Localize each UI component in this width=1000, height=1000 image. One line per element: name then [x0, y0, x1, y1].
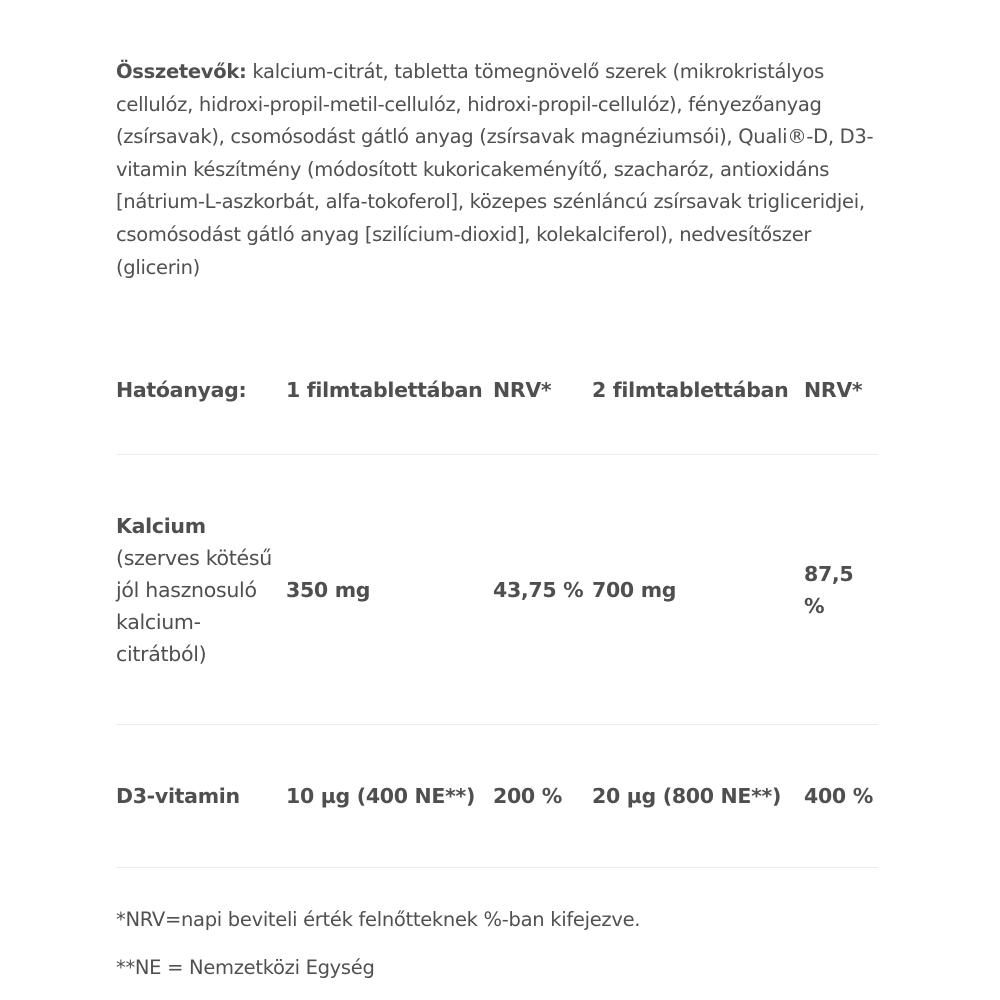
ingredients-paragraph: [116, 56, 886, 284]
header-one-tablet: 1 filmtablettában: [286, 334, 493, 455]
nrv-one-tablet: 200 %: [493, 725, 592, 868]
nutrient-cell: [116, 725, 286, 868]
table-header-row: [116, 334, 878, 455]
nutrient-cell: [116, 455, 286, 725]
header-nrv-one: NRV*: [493, 334, 592, 455]
table-row: [116, 725, 878, 868]
dose-one-tablet: 350 mg: [286, 455, 493, 725]
nutrition-table: [116, 334, 878, 868]
nrv-two-tablets: 87,5 %: [804, 455, 878, 725]
dose-two-tablets: 700 mg: [592, 455, 804, 725]
product-info: [116, 56, 886, 992]
header-nrv-two: NRV*: [804, 334, 878, 455]
footnote-ne: **NE = Nemzetközi Egység: [116, 956, 375, 980]
header-two-tablets: 2 filmtablettában: [592, 334, 804, 455]
footnotes: [116, 896, 886, 992]
ingredients-label: Összetevők:: [116, 60, 247, 83]
dose-one-tablet: 10 µg (400 NE**): [286, 725, 493, 868]
table-row: [116, 455, 878, 725]
nutrient-name: D3-vitamin: [116, 783, 240, 808]
dose-two-tablets: 20 µg (800 NE**): [592, 725, 804, 868]
ingredients-text: kalcium-citrát, tabletta tömegnövelő szerek (mikrokristályos cellulóz, hidroxi-propil-metil-cellulóz, hidroxi-propil-cellulóz), fényezőanyag (zsírsavak), csomósodást gátló anyag (zsírsavak magnéziumsói), Quali®-D, D3-vitamin készítmény (módosított kukoricakeményítő, szacharóz, antioxidáns [nátrium-L-aszkorbát, alfa-tokoferol], közepes szénláncú zsírsavak trigliceridjei, csomósodást gátló anyag [szilícium-dioxid], kolekalciferol), nedvesítőszer (glicerin): [116, 60, 874, 279]
footnote-nrv: *NRV=napi beviteli érték felnőtteknek %-ban kifejezve.: [116, 908, 641, 932]
header-active-ingredient: Hatóanyag:: [116, 334, 286, 455]
nrv-two-tablets: 400 %: [804, 725, 878, 868]
nutrient-name: Kalcium: [116, 513, 206, 538]
nutrient-description: (szerves kötésű jól hasznosuló kalcium-citrátból): [116, 545, 272, 666]
nrv-one-tablet: 43,75 %: [493, 455, 592, 725]
